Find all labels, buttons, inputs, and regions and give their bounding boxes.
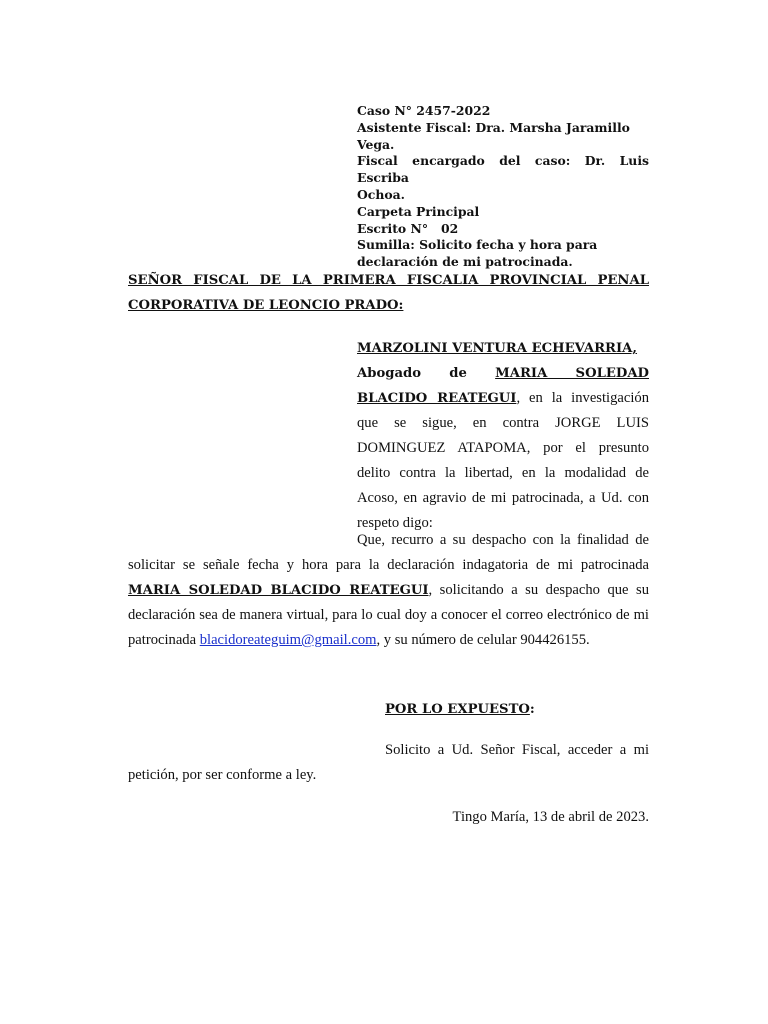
expuesto-colon: : [529,702,535,717]
prosecutor-line-2: Ochoa. [357,186,405,202]
main-text-2: , solicitando a su despacho que su declaración sea de manera virtual, para lo cual doy a conocer el correo electrónico de mi patrocinada [128,582,649,648]
main-text-1: Que, recurro a su despacho con la finalidad de solicitar se señale fecha y hora para la declaración indagatoria de mi patrocinada [128,532,649,573]
main-paragraph [128,528,649,653]
lawyer-name: MARZOLINI VENTURA ECHEVARRIA, [357,341,638,356]
client-name-emphasis: MARIA SOLEDAD BLACIDO REATEGUI [128,583,429,598]
prosecutor-line-1: Fiscal encargado del caso: Dr. Luis Escriba [357,153,649,186]
client-name: MARIA SOLEDAD BLACIDO REATEGUI [357,366,649,406]
addressee-heading: SEÑOR FISCAL DE LA PRIMERA FISCALIA PROVINCIAL PENAL CORPORATIVA DE LEONCIO PRADO: [128,273,649,313]
request-paragraph: Solicito a Ud. Señor Fiscal, acceder a mi petición, por ser conforme a ley. [128,742,649,783]
brief-number: Escrito N° 02 [357,220,459,236]
summary-line-2: declaración de mi patrocinada. [357,254,573,270]
folder-label: Carpeta Principal [357,203,480,219]
place-date: Tingo María, 13 de abril de 2023. [452,809,649,825]
main-text-3: , y su número de celular 904426155. [376,632,590,648]
case-header [357,103,649,271]
intro-text: , en la investigación que se sigue, en contra JORGE LUIS DOMINGUEZ ATAPOMA, por el presunto delito contra la libertad, en la modalidad de Acoso, en agravio de mi patrocinada, a Ud. con respeto digo: [357,390,649,531]
summary-line-1: Sumilla: Solicito fecha y hora para [357,237,598,253]
assistant-line-1: Asistente Fiscal: Dra. Marsha Jaramillo [357,119,630,135]
email-link[interactable]: blacidoreateguim@gmail.com [199,632,377,648]
case-number: Caso N° 2457-2022 [357,103,491,118]
lawyer-role: Abogado de [357,366,496,381]
assistant-line-2: Vega. [357,136,395,152]
expuesto-heading [385,697,535,722]
intro-paragraph [357,336,649,536]
expuesto-label: POR LO EXPUESTO [385,702,530,717]
